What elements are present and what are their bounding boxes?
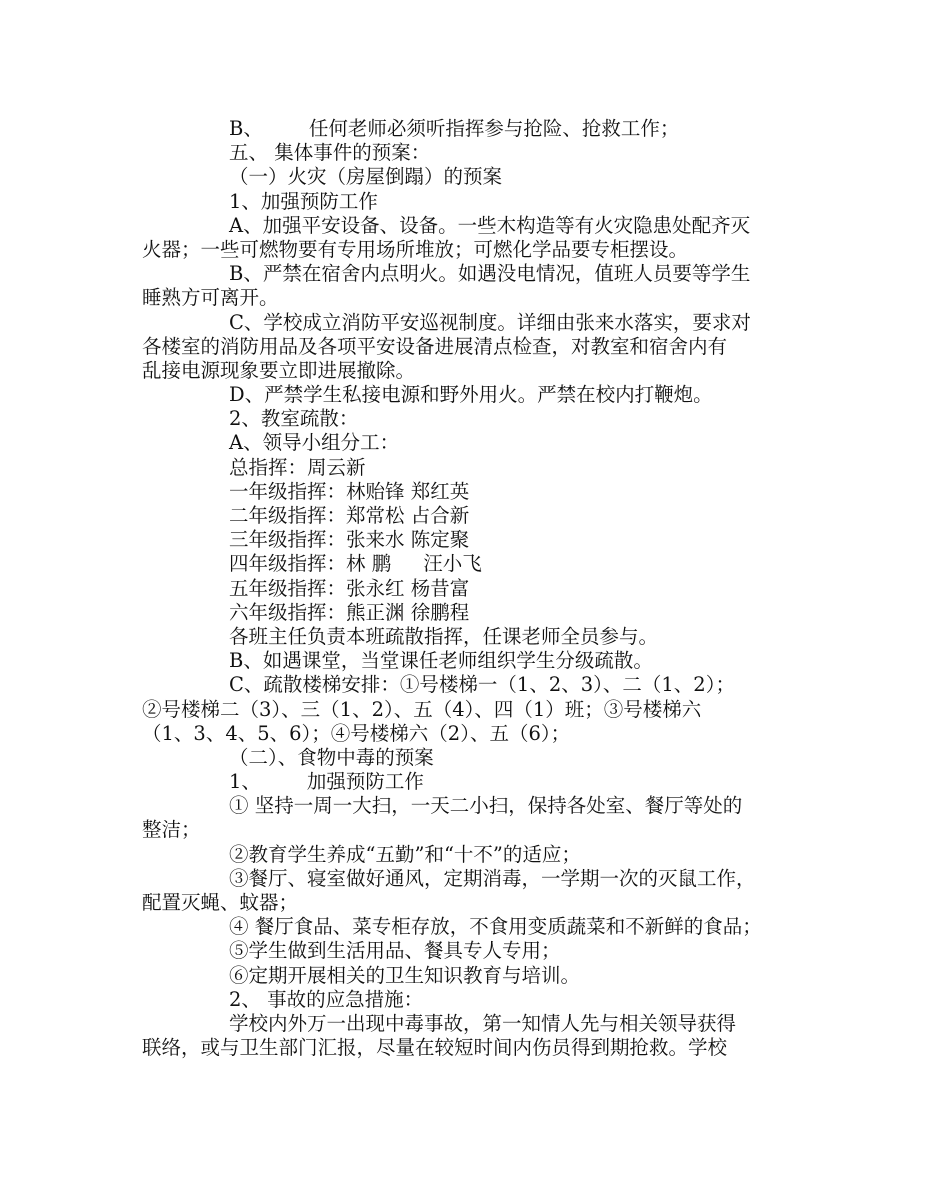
list-marker: B、 [229,117,263,140]
text-line: 各班主任负责本班疏散指挥，任课老师全员参与。 [229,624,659,648]
text-line: A、领导小组分工： [229,431,400,455]
text-line: 2、 事故的应急措施： [229,987,424,1011]
text-line: 各楼室的消防用品及各项平安设备进展清点检查，对教室和宿舍内有 [142,334,728,358]
text-line [142,117,812,141]
line-text: 四年级指挥：林 鹏 [229,552,392,576]
text-line: 乱接电源现象要立即进展撤除。 [142,358,416,382]
line-text: 加强预防工作 [306,770,424,794]
text-line: D、严禁学生私接电源和野外用火。严禁在校内打鞭炮。 [229,383,713,407]
text-line: ⑥定期开展相关的卫生知识教育与培训。 [229,963,581,987]
text-line [142,770,812,794]
text-line: 五年级指挥：张永红 杨昔富 [229,576,470,600]
text-line [142,552,812,576]
document-body [142,117,812,1060]
section-heading: 五、 集体事件的预案： [229,141,431,165]
text-line: B、如遇课堂，当堂课任老师组织学生分级疏散。 [229,649,653,673]
text-line: 火器；一些可燃物要有专用场所堆放；可燃化学品要专柜摆设。 [142,237,689,261]
text-line: 三年级指挥：张来水 陈定聚 [229,528,470,552]
text-line: ④ 餐厅食品、菜专柜存放，不食用变质蔬菜和不新鲜的食品； [229,915,762,939]
line-text: 任何老师必须听指挥参与抢险、抢救工作； [308,117,680,140]
text-line: 一年级指挥：林贻锋 郑红英 [229,479,470,503]
text-line: ① 坚持一周一大扫，一天二小扫，保持各处室、餐厅等处的 [229,794,743,818]
text-line: ②号楼梯二（3）、三（1、2）、五（4）、四（1）班；③号楼梯六 [142,697,702,721]
text-line: ③餐厅、寝室做好通风，定期消毒，一学期一次的灭鼠工作， [229,866,756,890]
text-line: 2、教室疏散： [229,407,359,431]
line-text: 汪小飞 [423,552,482,576]
text-line: C、疏散楼梯安排：①号楼梯一（1、2、3）、二（1、2）； [229,673,735,697]
text-line: 联络，或与卫生部门汇报，尽量在较短时间内伤员得到期抢救。学校 [142,1036,728,1060]
text-line: 二年级指挥：郑常松 占合新 [229,504,470,527]
text-line: 配置灭蝇、蚊器； [142,891,299,914]
subsection-heading: （一）火灾（房屋倒蹋）的预案 [229,165,503,189]
text-line: （1、3、4、5、6）；④号楼梯六（2）、五（6）； [142,721,571,745]
text-line: B、严禁在宿舍内点明火。如遇没电情况，值班人员要等学生 [229,262,751,286]
list-marker: 1、 [229,770,261,794]
text-line: C、学校成立消防平安巡视制度。详细由张来水落实，要求对 [229,310,751,334]
text-line: A、加强平安设备、设备。一些木构造等有火灾隐患处配齐灭 [229,213,751,237]
text-line: ⑤学生做到生活用品、餐具专人专用； [229,939,561,963]
text-line: 整洁； [142,818,201,842]
subsection-heading: （二）、食物中毒的预案 [229,745,434,769]
text-line: 总指挥：周云新 [229,455,366,479]
text-line: 1、加强预防工作 [229,189,378,213]
text-line: 学校内外万一出现中毒事故，第一知情人先与相关领导获得 [229,1011,737,1035]
text-line: 睡熟方可离开。 [142,286,279,310]
text-line: 六年级指挥：熊正渊 徐鹏程 [229,600,470,624]
text-line: ②教育学生养成“五勤”和“十不”的适应； [229,842,581,866]
